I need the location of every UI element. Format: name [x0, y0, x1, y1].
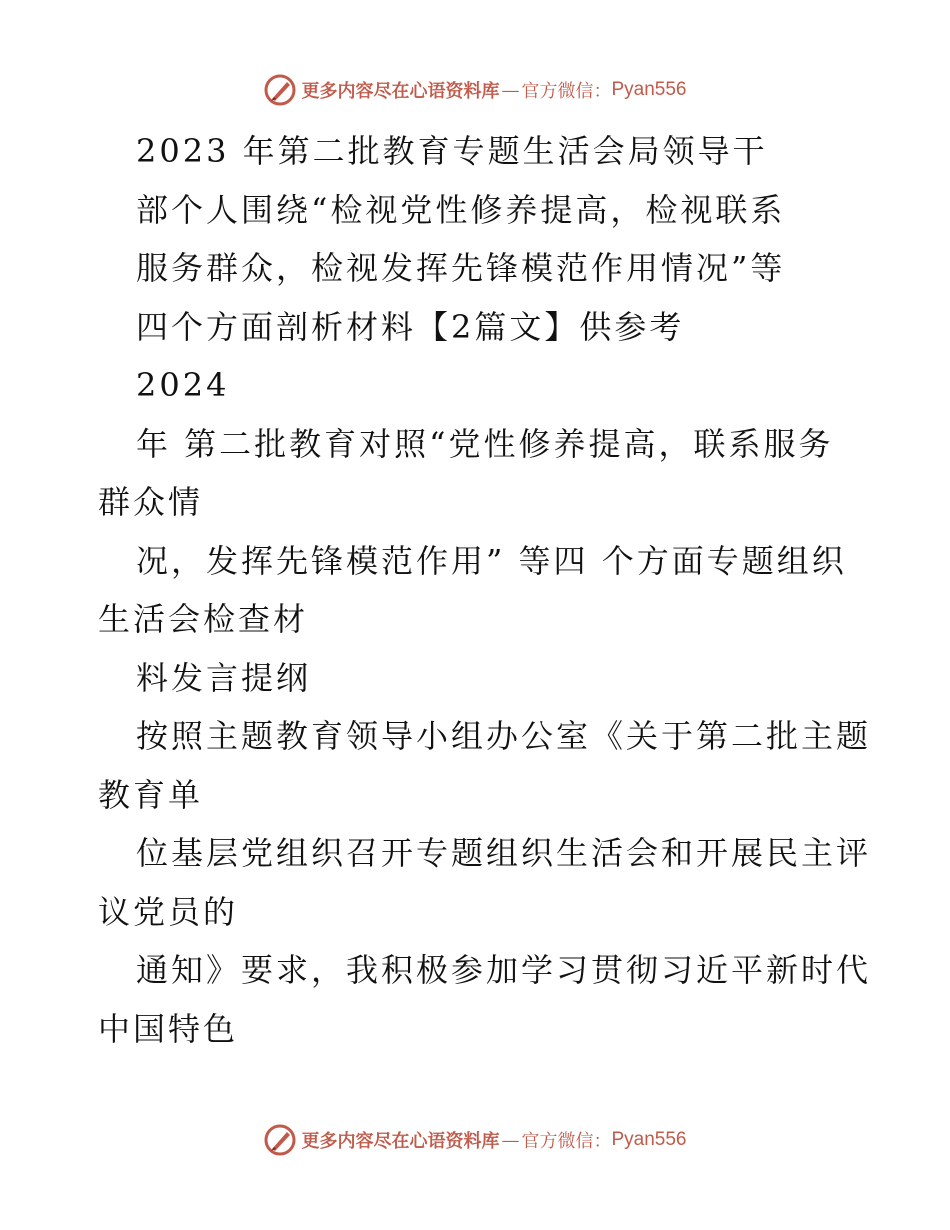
quill-pen-logo-icon	[263, 1123, 297, 1157]
document-line: 部个人围绕“检视党性修养提高，检视联系	[136, 190, 786, 229]
quill-pen-logo-icon	[263, 73, 297, 107]
banner-wechat-id: Pyan556	[611, 79, 687, 100]
document-line: 料发言提纲	[136, 658, 312, 697]
document-line: 服务群众，检视发挥先锋模范作用情况”等	[136, 249, 786, 287]
header-watermark-banner	[0, 70, 950, 110]
banner-main-text: 更多内容尽在心语资料库	[301, 81, 500, 102]
document-line: 通知》要求，我积极参加学习贯彻习近平新时代	[136, 951, 872, 989]
banner-dash: —	[501, 79, 520, 101]
banner-main-text: 更多内容尽在心语资料库	[301, 1131, 500, 1152]
document-line: 按照主题教育领导小组办公室《关于第二批主题	[136, 717, 872, 755]
document-line: 生活会检查材	[98, 600, 309, 638]
document-body	[98, 122, 898, 1058]
banner-wechat-label: 官方微信：	[521, 1131, 612, 1152]
document-line: 2023 年第二批教育专题生活会局领导干	[136, 132, 768, 170]
document-line: 况，发挥先锋模范作用” 等四 个方面专题组织	[136, 541, 847, 580]
footer-watermark-banner	[0, 1120, 950, 1160]
document-line: 群众情	[98, 483, 204, 521]
document-line: 位基层党组织召开专题组织生活会和开展民主评	[136, 834, 872, 872]
document-line: 中国特色	[98, 1009, 239, 1048]
banner-dash: —	[501, 1129, 520, 1151]
document-line: 教育单	[98, 775, 204, 814]
banner-wechat-id: Pyan556	[611, 1129, 687, 1150]
document-line: 年 第二批教育对照“党性修养提高，联系服务	[136, 424, 834, 463]
document-line: 2024	[136, 366, 230, 404]
document-line: 议党员的	[98, 892, 239, 931]
document-line: 四个方面剖析材料【2篇文】供参考	[136, 307, 685, 346]
banner-wechat-label: 官方微信：	[521, 81, 612, 102]
